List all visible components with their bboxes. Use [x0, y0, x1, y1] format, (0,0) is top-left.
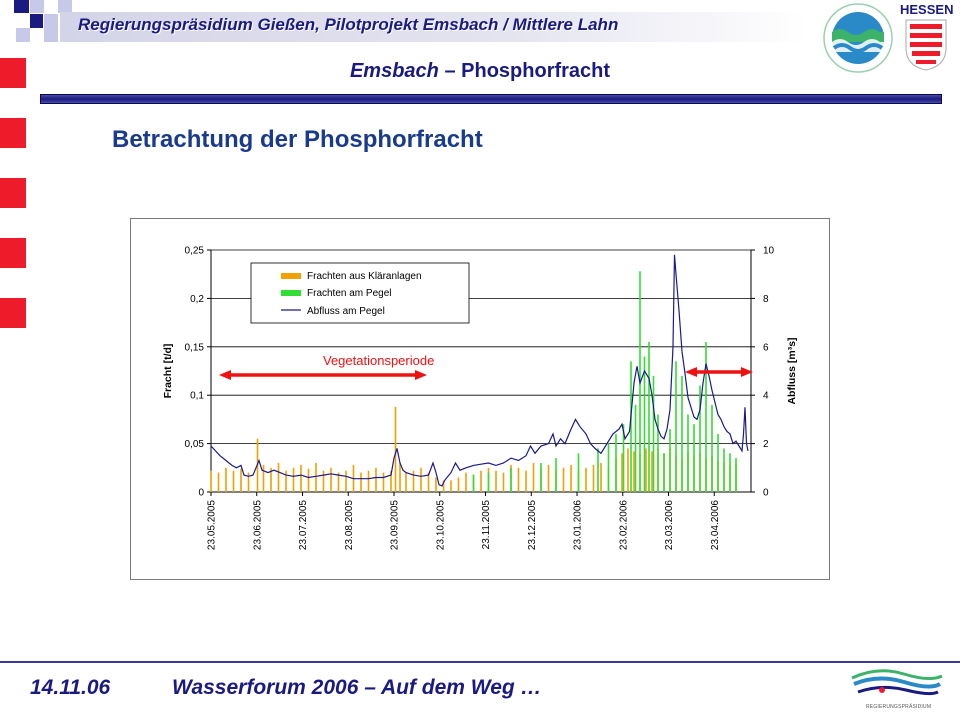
bar-pegel	[644, 356, 646, 492]
x-tick-label: 23.06.2005	[252, 500, 264, 551]
bar-pegel	[555, 458, 557, 492]
bar-klaeranlagen	[548, 465, 550, 492]
y2-tick-label: 2	[763, 439, 769, 451]
legend-swatch-pegel	[281, 290, 301, 296]
annotation-vegetationsperiode: Vegetationsperiode	[323, 353, 435, 368]
x-tick-label: 23.05.2005	[206, 500, 218, 551]
decor-square	[14, 0, 29, 13]
x-tick-label: 23.10.2005	[435, 500, 447, 551]
decor-square	[44, 14, 58, 28]
bar-klaeranlagen	[633, 451, 635, 492]
bar-klaeranlagen	[465, 473, 467, 492]
y-tick-label: 0,05	[184, 439, 204, 451]
decor-square	[0, 238, 26, 268]
title-part2: Phosphorfracht	[461, 60, 611, 82]
x-tick-label: 23.11.2005	[481, 500, 492, 550]
bar-klaeranlagen	[399, 463, 401, 492]
bar-pegel	[608, 444, 610, 492]
chart-frame	[130, 218, 830, 580]
decor-square	[0, 118, 26, 148]
x-tick-label: 23.08.2005	[343, 500, 355, 551]
y-tick-label: 0,2	[190, 293, 204, 305]
x-tick-label: 23.04.2006	[709, 500, 721, 551]
footer-rule	[0, 661, 960, 663]
arrow-vegetation-right-head-left	[685, 367, 697, 377]
bar-pegel	[597, 448, 599, 492]
y-tick-label: 0,15	[184, 342, 204, 354]
bar-klaeranlagen	[600, 463, 602, 492]
bar-klaeranlagen	[563, 468, 565, 492]
bar-pegel	[473, 475, 475, 492]
bar-klaeranlagen	[315, 463, 317, 492]
bar-pegel	[663, 453, 665, 492]
x-tick-label: 23.01.2006	[572, 500, 584, 551]
subtitle: Betrachtung der Phosphorfracht	[112, 126, 483, 153]
bar-klaeranlagen	[525, 471, 527, 492]
legend-label: Frachten am Pegel	[307, 288, 392, 299]
bar-pegel	[653, 376, 655, 492]
bar-klaeranlagen	[570, 465, 572, 492]
decor-square	[30, 14, 43, 28]
x-tick-label: 23.02.2006	[618, 500, 630, 551]
bar-klaeranlagen	[368, 471, 370, 492]
y2-axis-label: Abfluss [m³s]	[786, 337, 798, 405]
bar-klaeranlagen	[360, 473, 362, 492]
bar-klaeranlagen	[210, 471, 212, 492]
decor-square	[16, 28, 30, 42]
bar-klaeranlagen	[278, 463, 280, 492]
y-tick-label: 0,1	[190, 390, 204, 402]
arrow-vegetation-left-head-right	[415, 370, 427, 380]
bar-klaeranlagen	[308, 469, 310, 492]
bar-pegel	[540, 463, 542, 492]
bar-pegel	[687, 415, 689, 492]
y2-tick-label: 10	[763, 245, 775, 257]
bar-klaeranlagen	[480, 471, 482, 492]
bar-klaeranlagen	[518, 468, 520, 492]
bar-klaeranlagen	[420, 468, 422, 492]
bar-klaeranlagen	[323, 471, 325, 492]
bar-pegel	[669, 429, 671, 492]
phosphorfracht-chart	[131, 219, 831, 581]
bar-klaeranlagen	[435, 477, 437, 492]
y2-tick-label: 6	[763, 342, 769, 354]
footer-date: 14.11.06	[30, 676, 111, 699]
y2-tick-label: 8	[763, 293, 769, 305]
bar-klaeranlagen	[330, 468, 332, 492]
legend-label: Abfluss am Pegel	[307, 306, 385, 317]
bar-klaeranlagen	[285, 471, 287, 492]
bar-pegel	[635, 405, 637, 492]
bar-klaeranlagen	[395, 407, 397, 492]
bar-pegel	[615, 434, 617, 492]
rp-logo-text: REGIERUNGSPRÄSIDIUM	[866, 704, 932, 710]
bar-klaeranlagen	[300, 465, 302, 492]
bar-klaeranlagen	[651, 451, 653, 492]
bar-pegel	[735, 458, 737, 492]
legend-swatch-klaeranlagen	[281, 273, 301, 279]
bar-pegel	[675, 361, 677, 492]
y2-tick-label: 0	[763, 487, 769, 499]
y-tick-label: 0,25	[184, 245, 204, 257]
bar-klaeranlagen	[503, 473, 505, 492]
bar-klaeranlagen	[450, 480, 452, 492]
y-tick-label: 0	[198, 487, 204, 499]
bar-klaeranlagen	[293, 468, 295, 492]
bar-pegel	[723, 448, 725, 492]
y2-tick-label: 4	[763, 390, 769, 402]
bar-pegel	[488, 473, 490, 492]
bar-pegel	[729, 453, 731, 492]
bar-pegel	[693, 424, 695, 492]
decor-square	[0, 298, 26, 328]
y-axis-label: Fracht [t/d]	[162, 343, 174, 399]
bar-klaeranlagen	[645, 448, 647, 492]
bar-klaeranlagen	[345, 471, 347, 492]
bar-klaeranlagen	[240, 469, 242, 492]
bar-klaeranlagen	[458, 477, 460, 492]
bar-pegel	[717, 434, 719, 492]
title-sep: –	[438, 60, 462, 82]
bar-klaeranlagen	[233, 471, 235, 492]
bar-klaeranlagen	[263, 465, 265, 492]
bar-klaeranlagen	[413, 471, 415, 492]
decor-square	[30, 0, 44, 13]
bar-pegel	[681, 376, 683, 492]
legend-label: Frachten aus Kläranlagen	[307, 271, 422, 282]
bar-klaeranlagen	[225, 468, 227, 492]
bar-klaeranlagen	[405, 473, 407, 492]
bar-klaeranlagen	[495, 471, 497, 492]
bar-pegel	[578, 453, 580, 492]
bar-pegel	[711, 405, 713, 492]
title-rule	[40, 94, 942, 104]
decor-square	[44, 28, 58, 42]
hessen-label: HESSEN	[900, 2, 954, 17]
header-banner-text: Regierungspräsidium Gießen, Pilotprojekt Emsbach / Mittlere Lahn	[78, 15, 619, 34]
x-tick-label: 23.12.2005	[526, 500, 538, 551]
title-part1: Emsbach	[349, 60, 439, 82]
bar-klaeranlagen	[627, 448, 629, 492]
slide-title	[0, 60, 960, 83]
bar-klaeranlagen	[533, 463, 535, 492]
footer-event: Wasserforum 2006 – Auf dem Weg …	[172, 676, 542, 699]
rp-logo	[848, 664, 944, 716]
bar-pegel	[510, 468, 512, 492]
arrow-vegetation-left-head-left	[219, 370, 231, 380]
decor-square	[0, 178, 26, 208]
bar-klaeranlagen	[621, 453, 623, 492]
bar-pegel	[648, 342, 650, 492]
x-tick-label: 23.09.2005	[389, 500, 401, 551]
bar-klaeranlagen	[383, 473, 385, 492]
x-tick-label: 23.07.2005	[298, 500, 309, 551]
bar-klaeranlagen	[585, 468, 587, 492]
bar-klaeranlagen	[375, 468, 377, 492]
bar-klaeranlagen	[218, 473, 220, 492]
x-tick-label: 23.03.2006	[664, 500, 675, 551]
bar-klaeranlagen	[593, 465, 595, 492]
